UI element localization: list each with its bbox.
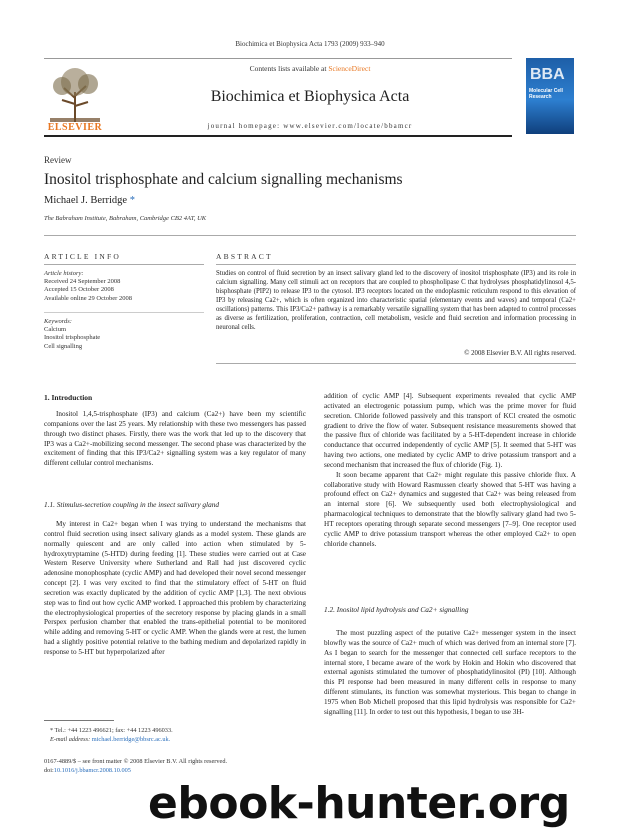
article-info-heading: ARTICLE INFO <box>44 252 121 261</box>
body-paragraph <box>44 410 306 469</box>
doi-label: doi: <box>44 766 54 774</box>
issn-block <box>44 758 227 775</box>
cover-acronym: BBA <box>530 66 565 83</box>
paragraph-text: addition of cyclic AMP [4]. Subsequent experiments revealed that cyclic AMP activated an electrogenic potassium pump, which was the prime mover for fluid secretion. Chloride followed passively and this transport of KCl created the osmotic gradient to drive the flow of water. Subsequent resistance measurements showed that the passive flux of chloride was facilitated by a 5-HT-dependent increase in chloride conductance that occurred independently of cyclic AMP [5]. It seemed that 5-HT was having two actions, one mediated by cyclic AMP to drive potassium transport and a second mechanism that increased the flux of chloride (Fig. 1). <box>324 392 576 469</box>
keywords-label: Keywords: <box>44 318 72 325</box>
paragraph-text: The most puzzling aspect of the putative Ca2+ messenger system in the insect blowfly was the source of Ca2+ much of which was derived from an internal store [7]. As I began to search for the messenger that connected cell surface receptors to the internal store, I became aware of the work by Hokin and Hokin who discovered that external agonists stimulated the turnover of phosphatidylinositol (PI) [10]. Although this PI response had been measured in many different cells in response to many different stimulants, its function was somewhat mysterious. This began to change in 1975 when Bob Michell proposed that this lipid hydrolysis was responsible for Ca2+ signalling [11]. In order to test out this hypothesis, I began to use 3H- <box>324 629 576 716</box>
subsection-heading: 1.2. Inositol lipid hydrolysis and Ca2+ signalling <box>324 605 469 614</box>
history-item: Available online 29 October 2008 <box>44 294 132 302</box>
keyword: Cell signalling <box>44 342 83 350</box>
journal-citation: Biochimica et Biophysica Acta 1793 (2009) 933–940 <box>235 40 385 48</box>
email-link[interactable]: michael.berridge@bbsrc.ac.uk. <box>91 735 171 743</box>
watermark: ebook-hunter.org <box>148 778 570 829</box>
paragraph-text: It soon became apparent that Ca2+ might regulate this passive chloride flux. A collaborative study with Howard Rasmussen clearly showed that 5-HT was having a profound effect on Ca2+ dynamics and suggested that Ca2+ was being released from an internal store [6]. We subsequently used both electrophysiological and pharmacological techniques to demonstrate that the blowfly salivary gland had two 5-HT receptors operating through separate second messengers [7–9]. One receptor used cyclic AMP to drive potassium transport whereas the other employed Ca2+ to open chloride channels. <box>324 470 576 548</box>
paragraph-text: My interest in Ca2+ began when I was trying to understand the mechanisms that control fluid secretion using insect salivary glands as a model system. These glands are normally quiescent and are only called into action when stimulated by 5-hydroxytryptamine (5-HTD) during feeding [1]. These studies were carried out at Case Western Reserve University where Sutherland and Rall had just discovered cyclic adenosine monophosphate (cyclic AMP) and had developed their novel second messenger concept [2]. I was very excited to find that the stimulatory effect of 5-HT on fluid secretion was exactly duplicated by the addition of cyclic AMP [1,3]. The next obvious step was to find out how cyclic AMP worked. I approached this problem by characterizing the electrophysiological properties of the secretory response by placing glands in a small Perspex perfusion chamber that enabled the trans-epithelial potential to be monitored while adding and removing 5-HT or cyclic AMP. When the glands were at rest, the lumen had a slightly positive potential relative to the bathing medium and depolarized rapidly in response to 5-HT but hyperpolarized after <box>44 520 306 656</box>
history-item: Received 24 September 2008 <box>44 278 121 286</box>
journal-cover-image <box>526 58 574 134</box>
history-label: Article history: <box>44 270 84 277</box>
copyright: © 2008 Elsevier B.V. All rights reserved. <box>464 350 576 357</box>
journal-title: Biochimica et Biophysica Acta <box>210 88 410 105</box>
keyword: Inositol trisphosphate <box>44 334 101 342</box>
article-history <box>44 270 204 303</box>
affiliation: The Babraham Institute, Babraham, Cambridge CB2 4AT, UK <box>44 215 207 222</box>
publisher-name: ELSEVIER <box>47 122 103 133</box>
corresponding-author-mark[interactable]: * <box>129 195 135 206</box>
divider <box>44 264 204 265</box>
abstract-heading: ABSTRACT <box>216 252 273 261</box>
sciencedirect-link[interactable]: ScienceDirect <box>328 64 371 73</box>
keyword: Calcium <box>44 326 67 334</box>
article-type: Review <box>44 155 72 165</box>
article-title: Inositol trisphosphate and calcium signalling mechanisms <box>44 171 403 188</box>
body-paragraph <box>324 392 576 550</box>
issn-line: 0167-4889/$ – see front matter © 2008 Elsevier B.V. All rights reserved. <box>44 758 228 765</box>
email-label: E-mail address: <box>50 735 92 743</box>
divider <box>216 363 576 364</box>
contact-info: * Tel.: +44 1223 496621; fax: +44 1223 496033. <box>50 727 173 734</box>
journal-homepage[interactable]: journal homepage: www.elsevier.com/locate/bbamcr <box>207 122 413 130</box>
author-line <box>44 195 135 206</box>
keywords <box>44 318 204 351</box>
footnote-divider <box>44 720 114 721</box>
paragraph-text: Inositol 1,4,5-trisphosphate (IP3) and calcium (Ca2+) have been my scientific companions over the last 25 years. My relationship with these two messengers has passed through two distinct phases. Firstly, there was the work that led up to the discovery that IP3 was a Ca2+-mobilizing second messenger. The second phase was characterized by the excitement of finding that this IP3/Ca2+ signalling system was a key regulator of many different cellular control mechanisms. <box>44 410 306 468</box>
author-name: Michael J. Berridge <box>44 195 128 206</box>
divider <box>44 312 204 313</box>
abstract-text: Studies on control of fluid secretion by an insect salivary gland led to the discovery of inositol trisphosphate (IP3) and its role in calcium signalling. Many cell stimuli act on receptors that are coupled to phospholipase C that hydrolyses phosphatidylinosol 4,5-bisphosphate (PIP2) to release IP3 to the cytosol. IP3 receptors located on the endoplasmic reticulum respond to this elevation of IP3 by releasing Ca2+, which is often organized into characteristic spatial (elementary events and waves) and temporal (Ca2+ oscillations) patterns. This IP3/Ca2+ pathway is a remarkably versatile signalling system that has been adapted to control processes as diverse as fertilization, proliferation, contraction, cell metabolism, vesicle and fluid secretion and information processing in neuronal cells. <box>216 270 576 332</box>
subsection-heading: 1.1. Stimulus-secretion coupling in the insect salivary gland <box>44 500 220 509</box>
body-paragraph <box>44 520 306 658</box>
section-heading: 1. Introduction <box>44 393 93 402</box>
doi-link[interactable]: 10.1016/j.bbamcr.2008.10.005 <box>53 766 131 774</box>
contents-prefix: Contents lists available at <box>249 64 329 73</box>
cover-subtitle: Molecular Cell Research <box>529 88 563 100</box>
body-paragraph <box>324 629 576 718</box>
divider <box>216 264 576 265</box>
divider <box>44 235 576 236</box>
history-item: Accepted 15 October 2008 <box>44 286 114 294</box>
footnote <box>50 727 173 744</box>
